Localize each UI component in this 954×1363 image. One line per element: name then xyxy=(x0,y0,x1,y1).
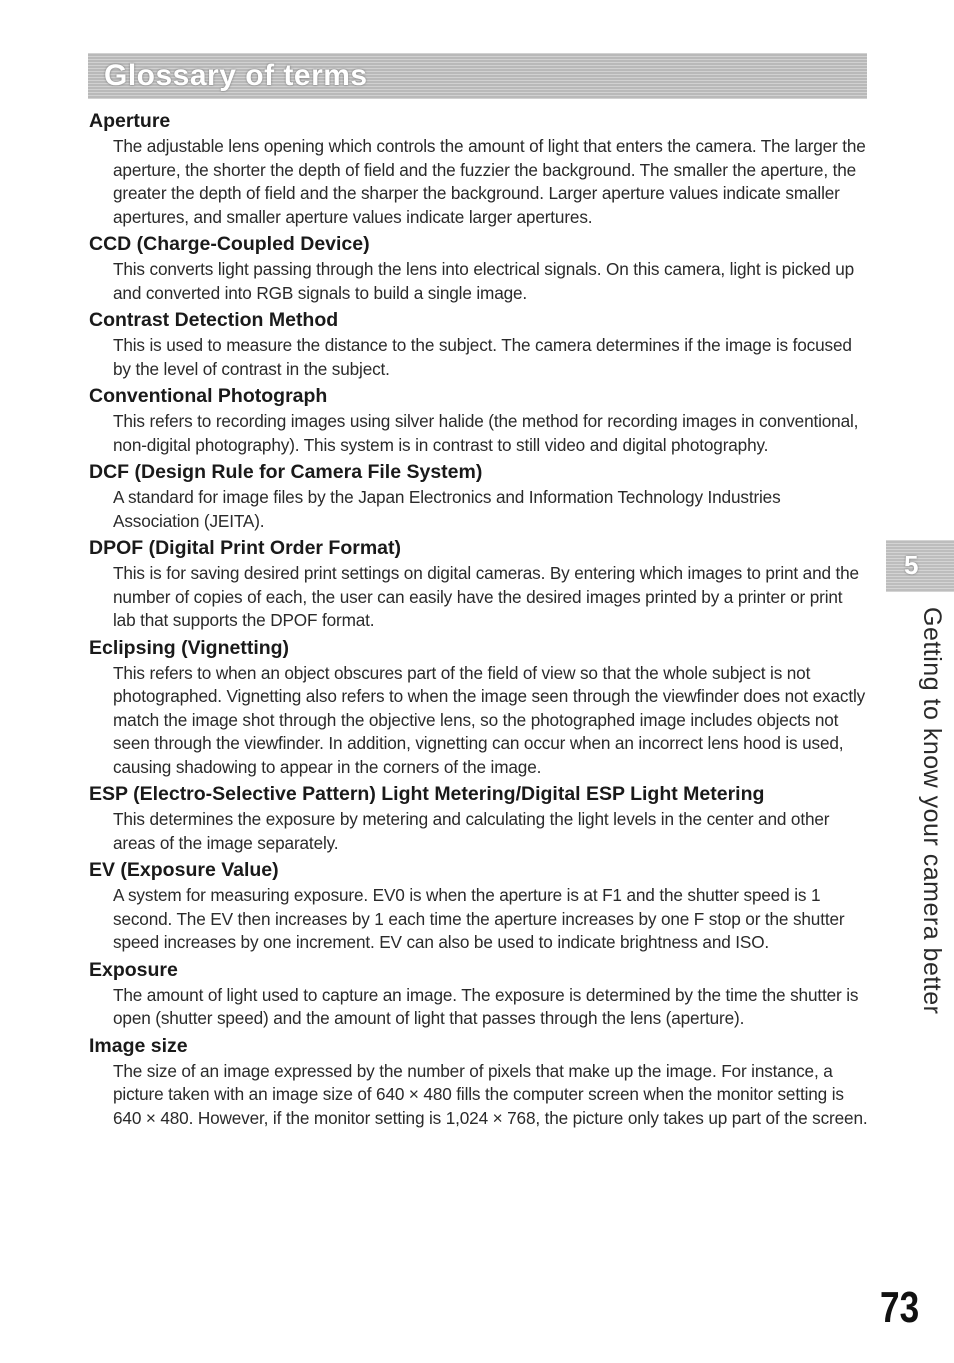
term-title: Aperture xyxy=(89,110,171,132)
term-title: DCF (Design Rule for Camera File System) xyxy=(89,461,483,483)
chapter-label: Getting to know your camera better xyxy=(918,607,946,1015)
term-definition: This refers to when an object obscures part of the field of view so that the whole subject is not photographed. Vignetting also refers to when the image seen through the viewfinder does not exactly match the image shot through the objective lens, so the photographed image includes objects not seen through the viewfinder. In addition, vignetting can occur when an incorrect lens hood is used, causing shadowing to appear in the corners of the image. xyxy=(113,662,866,777)
glossary-entry-aperture xyxy=(89,108,869,229)
page-title: Glossary of terms xyxy=(104,59,368,92)
term-definition: A standard for image files by the Japan Electronics and Information Technology Industries Association (JEITA). xyxy=(113,487,781,531)
term-title: Contrast Detection Method xyxy=(89,309,339,331)
section-banner xyxy=(88,53,867,99)
chapter-tab xyxy=(886,540,954,592)
glossary-entry-esp xyxy=(89,781,869,855)
term-definition: The adjustable lens opening which controls the amount of light that enters the camera. The larger the aperture, the shorter the depth of field and the fuzzier the background. The smaller the aperture, the greater the depth of field and the sharper the background. Larger aperture values indicate smaller apertures, and smaller aperture values indicate larger apertures. xyxy=(113,136,866,227)
term-definition: This refers to recording images using silver halide (the method for recording images in conventional, non-digital photography). This system is in contrast to still video and digital photography. xyxy=(113,411,859,455)
glossary-entry-exposure xyxy=(89,957,869,1031)
page-number: 73 xyxy=(880,1283,920,1332)
glossary-entry-ccd xyxy=(89,231,869,305)
glossary-list xyxy=(89,108,869,1132)
glossary-entry-eclipsing xyxy=(89,635,869,780)
term-title: Exposure xyxy=(89,958,178,981)
term-title: DPOF (Digital Print Order Format) xyxy=(89,537,402,559)
glossary-entry-dpof xyxy=(89,535,869,633)
glossary-entry-conventional-photograph xyxy=(89,383,869,457)
term-definition: The amount of light used to capture an image. The exposure is determined by the time the shutter is open (shutter speed) and the amount of light that passes through the lens (aperture). xyxy=(113,984,859,1028)
glossary-entry-ev xyxy=(89,857,869,955)
term-title: ESP (Electro-Selective Pattern) Light Metering/Digital ESP Light Metering xyxy=(89,783,765,805)
glossary-entry-image-size xyxy=(89,1033,869,1131)
glossary-entry-contrast-detection xyxy=(89,307,869,381)
glossary-entry-dcf xyxy=(89,459,869,533)
term-title: EV (Exposure Value) xyxy=(89,859,279,881)
term-definition: This converts light passing through the lens into electrical signals. On this camera, light is picked up and converted into RGB signals to build a single image. xyxy=(113,259,855,303)
term-title: CCD (Charge-Coupled Device) xyxy=(89,233,370,255)
term-definition: This determines the exposure by metering and calculating the light levels in the center and other areas of the image separately. xyxy=(113,809,830,853)
term-title: Image size xyxy=(89,1034,188,1057)
term-definition: This is used to measure the distance to the subject. The camera determines if the image is focused by the level of contrast in the subject. xyxy=(113,335,852,379)
term-definition: This is for saving desired print settings on digital cameras. By entering which images to print and the number of copies of each, the user can easily have the desired images printed by a printer or print lab that supports the DPOF format. xyxy=(113,563,859,630)
term-title: Eclipsing (Vignetting) xyxy=(89,636,290,659)
chapter-number: 5 xyxy=(904,550,919,580)
term-definition: A system for measuring exposure. EV0 is when the aperture is at F1 and the shutter speed is 1 second. The EV then increases by 1 each time the aperture increases by one F stop or the shutter speed increases by one increment. EV can also be used to indicate brightness and ISO. xyxy=(113,885,845,952)
term-title: Conventional Photograph xyxy=(89,385,328,407)
term-definition: The size of an image expressed by the number of pixels that make up the image. For instance, a picture taken with an image size of 640 × 480 fills the computer screen when the monitor setting is 640 × 480. However, if the monitor setting is 1,024 × 768, the picture only takes up part of the screen. xyxy=(113,1060,868,1128)
